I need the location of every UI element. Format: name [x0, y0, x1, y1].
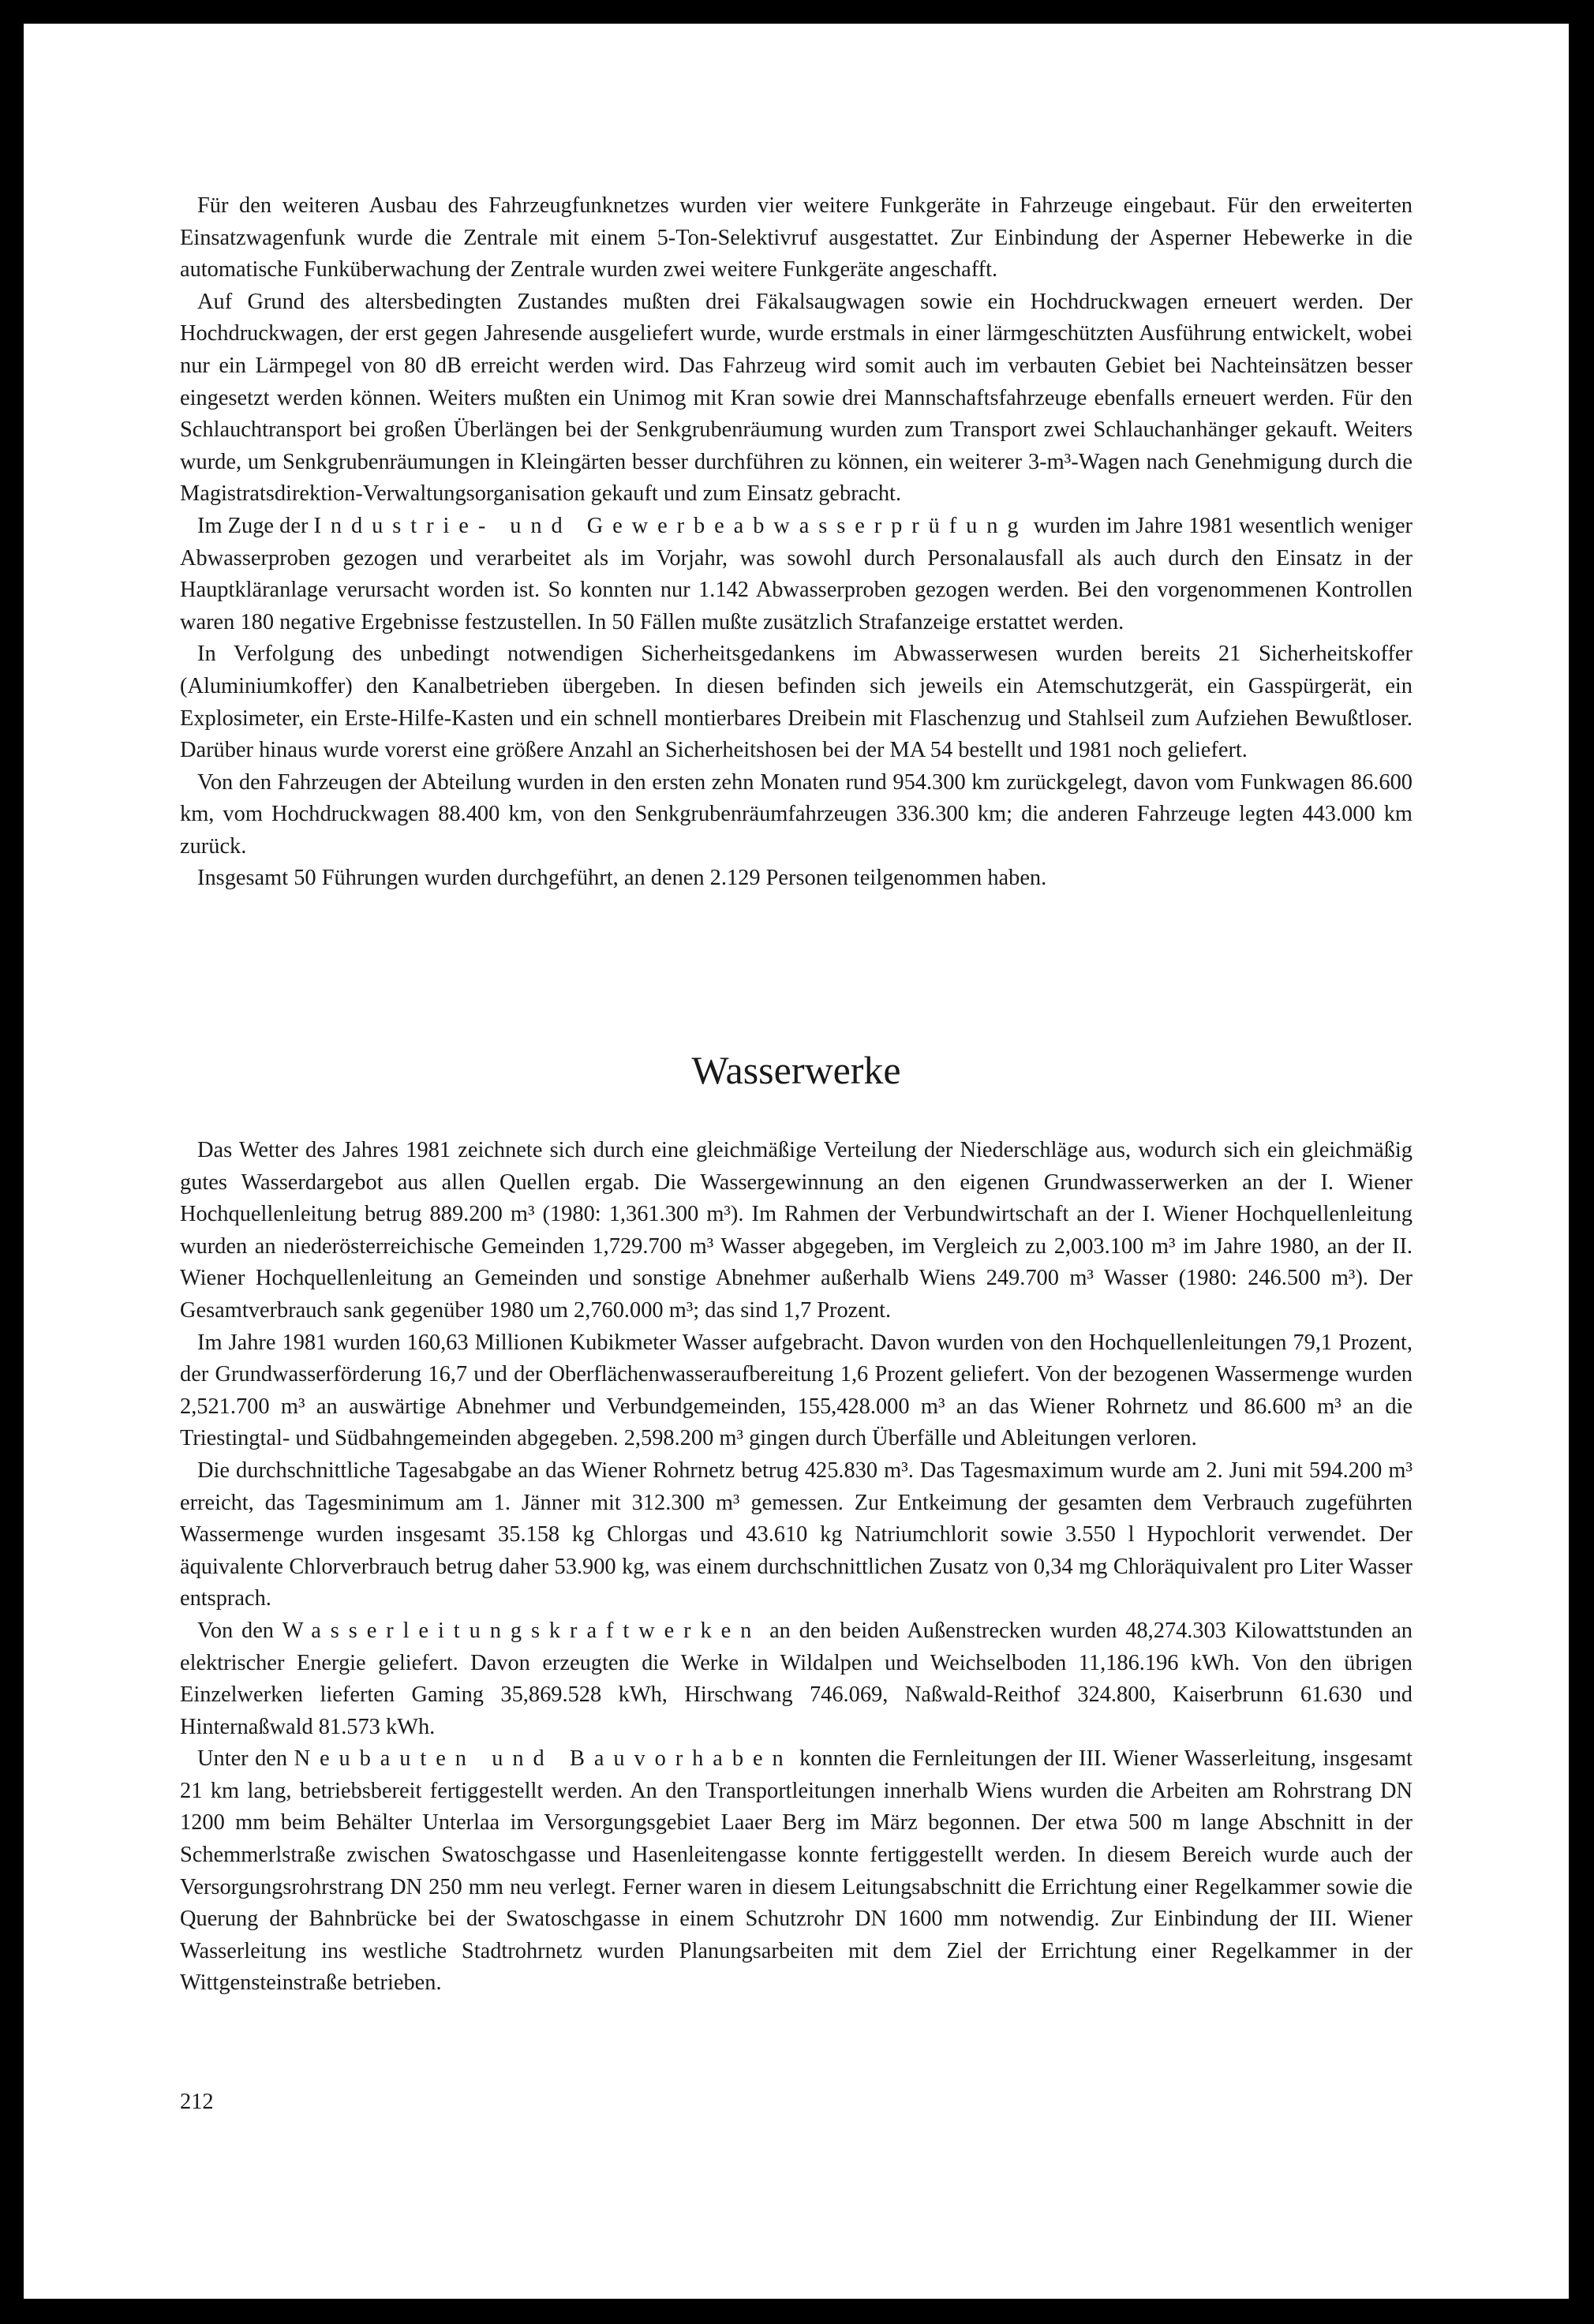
- emphasized-term: Neubauten und Bauvorhaben: [294, 1746, 793, 1772]
- document-page: [24, 24, 1569, 2299]
- paragraph-wastewater-testing: [180, 511, 1413, 638]
- text-section-top: [180, 190, 1413, 895]
- paragraph-text: Unter den: [197, 1746, 294, 1772]
- paragraph-text: Von den: [197, 1618, 283, 1643]
- paragraph-text: wurden im Jahre 1981 wesentlich weniger Abwasserproben gezogen und verarbeitet als im Vorjahr, was sowohl durch Personalausfall als auch durch den Einsatz in der Hauptkläranlage verursacht worden ist. So konnten nur 1.142 Abwasserproben gezogen werden. Bei den vorgenommenen Kontrollen waren 180 negative Ergebnisse festzustellen. In 50 Fällen mußte zusätzlich Strafanzeige erstattet werden.: [180, 513, 1413, 634]
- paragraph-radio-equipment: Für den weiteren Ausbau des Fahrzeugfunknetzes wurden vier weitere Funkgeräte in Fahrzeuge eingebaut. Für den erweiterten Einsatzwagenfunk wurde die Zentrale mit einem 5-Ton-Selektivruf ausgestattet. Zur Einbindung der Asperner Hebewerke in die automatische Funküberwachung der Zentrale wurden zwei weitere Funkgeräte angeschafft.: [180, 193, 1413, 283]
- paragraph-vehicle-mileage: Von den Fahrzeugen der Abteilung wurden in den ersten zehn Monaten rund 954.300 km zurückgelegt, davon vom Funkwagen 86.600 km, vom Hochdruckwagen 88.400 km, von den Senkgrubenräumfahrzeugen 336.300 km; die anderen Fahrzeuge legten 443.000 km zurück.: [180, 769, 1413, 859]
- page-number: 212: [180, 2090, 214, 2114]
- paragraph-water-volume: Im Jahre 1981 wurden 160,63 Millionen Kubikmeter Wasser aufgebracht. Davon wurden von den Hochquellenleitungen 79,1 Prozent, der Grundwasserförderung 16,7 und der Oberflächenwasseraufbereitung 1,6 Prozent geliefert. Von der bezogenen Wassermenge wurden 2,521.700 m³ an auswärtige Abnehmer und Verbundgemeinden, 155,428.000 m³ an das Wiener Rohrnetz und 86.600 m³ an die Triestingtal- und Südbahngemeinden abgegeben. 2,598.200 m³ gingen durch Überfälle und Ableitungen verloren.: [180, 1330, 1413, 1451]
- paragraph-construction: [180, 1743, 1413, 2000]
- paragraph-daily-output: Die durchschnittliche Tagesabgabe an das Wiener Rohrnetz betrug 425.830 m³. Das Tagesmaximum wurde am 2. Juni mit 594.200 m³ erreicht, das Tagesminimum am 1. Jänner mit 312.300 m³ gemessen. Zur Entkeimung der gesamten dem Verbrauch zugeführten Wassermenge wurden insgesamt 35.158 kg Chlorgas und 43.610 kg Natriumchlorit sowie 3.550 l Hypochlorit verwendet. Der äquivalente Chlorverbrauch betrug daher 53.900 kg, was einem durchschnittlichen Zusatz von 0,34 mg Chloräquivalent pro Liter Wasser entsprach.: [180, 1458, 1413, 1611]
- paragraph-weather-supply: Das Wetter des Jahres 1981 zeichnete sich durch eine gleichmäßige Verteilung der Niederschläge aus, wodurch sich ein gleichmäßig gutes Wasserdargebot aus allen Quellen ergab. Die Wassergewinnung an den eigenen Grundwasserwerken an der I. Wiener Hochquellenleitung betrug 889.200 m³ (1980: 1,361.300 m³). Im Rahmen der Verbundwirtschaft an der I. Wiener Hochquellenleitung wurden an niederösterreichische Gemeinden 1,729.700 m³ Wasser abgegeben, im Vergleich zu 2,003.100 m³ im Jahre 1980, an der II. Wiener Hochquellenleitung an Gemeinden und sonstige Abnehmer außerhalb Wiens 249.700 m³ Wasser (1980: 246.500 m³). Der Gesamtverbrauch sank gegenüber 1980 um 2,760.000 m³; das sind 1,7 Prozent.: [180, 1138, 1413, 1323]
- paragraph-power-plants: [180, 1615, 1413, 1743]
- paragraph-text: Im Zuge der: [197, 513, 314, 538]
- paragraph-text: konnten die Fernleitungen der III. Wiener Wasserleitung, insgesamt 21 km lang, betriebsbereit fertiggestellt werden. An den Transportleitungen innerhalb Wiens wurden die Arbeiten am Rohrstrang DN 1200 mm beim Behälter Unterlaa im Versorgungsgebiet Laaer Berg im März begonnen. Der etwa 500 m lange Abschnitt in der Schemmerlstraße zwischen Swatoschgasse und Hasenleitengasse konnte fertiggestellt werden. In diesem Bereich wurde auch der Versorgungsrohrstrang DN 250 mm neu verlegt. Ferner waren in diesem Leitungsabschnitt die Errichtung einer Regelkammer sowie die Querung der Bahnbrücke bei der Swatoschgasse in einem Schutzrohr DN 1600 mm notwendig. Zur Einbindung der III. Wiener Wasserleitung ins westliche Stadtrohrnetz wurden Planungsarbeiten mit dem Ziel der Errichtung einer Regelkammer in der Wittgensteinstraße betrieben.: [180, 1746, 1413, 1996]
- paragraph-safety-kits: In Verfolgung des unbedingt notwendigen Sicherheitsgedankens im Abwasserwesen wurden bereits 21 Sicherheitskoffer (Aluminiumkoffer) den Kanalbetrieben übergeben. In diesen befinden sich jeweils ein Atemschutzgerät, ein Gasspürgerät, ein Explosimeter, ein Erste-Hilfe-Kasten und ein schnell montierbares Dreibein mit Flaschenzug und Stahlseil zum Aufziehen Bewußtloser. Darüber hinaus wurde vorerst eine größere Anzahl an Sicherheitshosen bei der MA 54 bestellt und 1981 noch geliefert.: [180, 642, 1413, 763]
- emphasized-term: Industrie- und Gewerbeabwasserprüfung: [313, 513, 1028, 538]
- paragraph-tours: Insgesamt 50 Führungen wurden durchgeführt, an denen 2.129 Personen teilgenommen haben.: [197, 866, 1047, 891]
- paragraph-text: an den beiden Außenstrecken wurden 48,274.303 Kilowattstunden an elektrischer Energie geliefert. Davon erzeugten die Werke in Wildalpen und Weichselboden 11,186.196 kWh. Von den übrigen Einzelwerken lieferten Gaming 35,869.528 kWh, Hirschwang 746.069, Naßwald-Reithof 324.800, Kaiserbrunn 61.630 und Hinternaßwald 81.573 kWh.: [180, 1618, 1413, 1739]
- emphasized-term: Wasserleitungskraftwerken: [282, 1618, 761, 1643]
- text-section-bottom: [180, 1135, 1413, 2000]
- section-heading: Wasserwerke: [691, 1048, 901, 1092]
- paragraph-vehicle-replacement: Auf Grund des altersbedingten Zustandes mußten drei Fäkalsaugwagen sowie ein Hochdruckwagen erneuert werden. Der Hochdruckwagen, der erst gegen Jahresende ausgeliefert wurde, wurde erstmals in einer lärmgeschützten Ausführung entwickelt, wobei nur ein Lärmpegel von 80 dB erreicht werden wird. Das Fahrzeug wird somit auch im verbauten Gebiet bei Nachteinsätzen besser eingesetzt werden können. Weiters mußten ein Unimog mit Kran sowie drei Mannschaftsfahrzeuge ebenfalls erneuert werden. Für den Schlauchtransport bei großen Überlängen bei der Senkgrubenräumung wurden zum Transport zwei Schlauchanhänger gekauft. Weiters wurde, um Senkgrubenräumungen in Kleingärten besser durchführen zu können, ein weiterer 3-m³-Wagen nach Genehmigung durch die Magistratsdirektion-Verwaltungsorganisation gekauft und zum Einsatz gebracht.: [180, 289, 1413, 507]
